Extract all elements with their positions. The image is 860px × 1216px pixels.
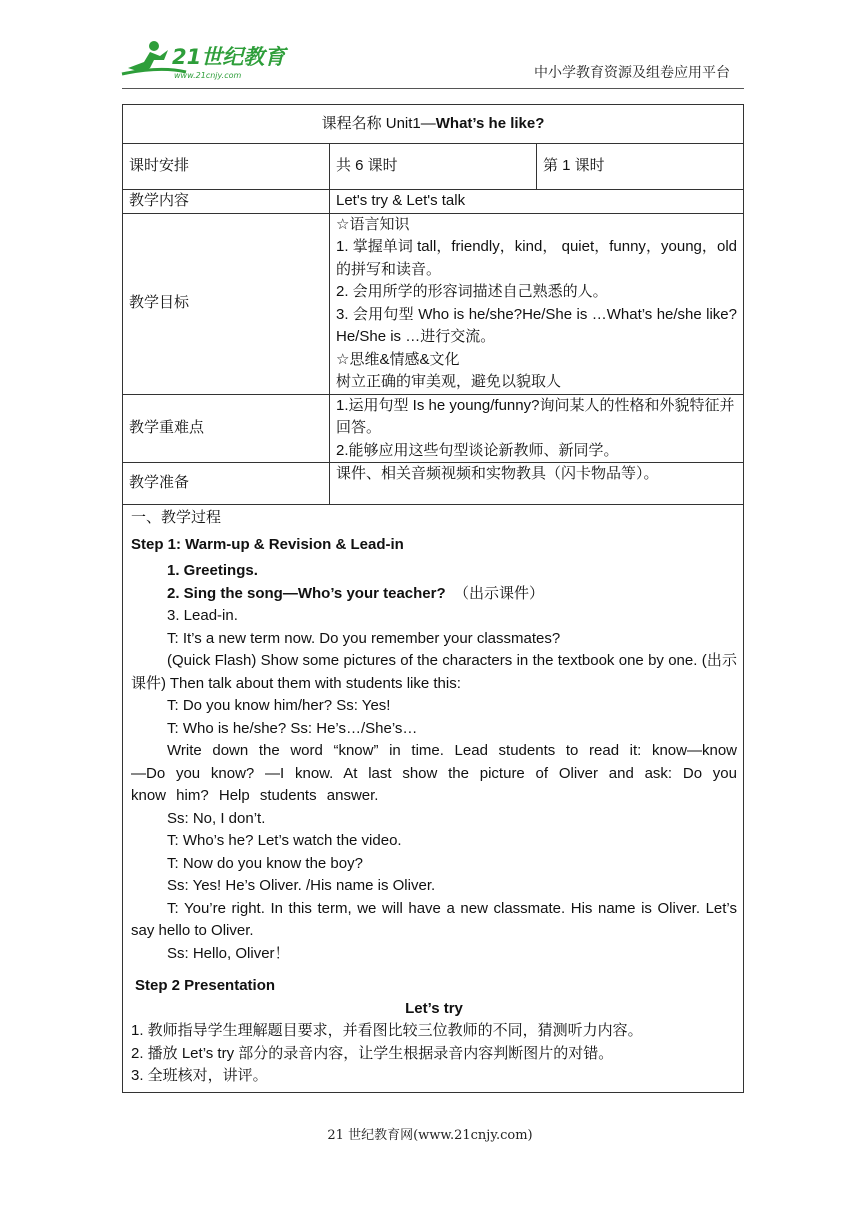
step2-subtitle: Let’s try bbox=[405, 999, 463, 1017]
objective-line: 3. 会用句型 Who is he/she?He/She is …What’s he/she like? He/She is …进行交流。 bbox=[336, 305, 737, 345]
objective-line: ☆思维&情感&文化 bbox=[336, 350, 460, 368]
table-row bbox=[123, 190, 744, 214]
table-row bbox=[123, 463, 744, 505]
platform-name: 中小学教育资源及组卷应用平台 bbox=[534, 65, 730, 81]
step1-title: Step 1: Warm-up & Revision & Lead-in bbox=[131, 535, 404, 553]
objective-line: 2. 会用所学的形容词描述自己熟悉的人。 bbox=[336, 283, 608, 300]
lesson-plan-table bbox=[122, 104, 744, 1093]
list-item: 1. 教师指导学生理解题目要求，并看图比较三位教师的不同，猜测听力内容。 bbox=[131, 1022, 643, 1039]
objective-line: 树立正确的审美观，避免以貌取人 bbox=[336, 373, 562, 390]
step1-greetings: 1. Greetings. bbox=[167, 562, 258, 579]
instruction-paragraph: (Quick Flash) Show some pictures of the characters in the textbook one by one. (出示课件) Then talk about them with students like this: bbox=[131, 652, 737, 692]
teaching-objectives bbox=[330, 213, 744, 394]
list-item: 3. 全班核对，讲评。 bbox=[131, 1067, 268, 1084]
site-logo[interactable] bbox=[120, 38, 290, 82]
list-item: 2. 播放 Let’s try 部分的录音内容，让学生根据录音内容判断图片的对错。 bbox=[131, 1044, 614, 1062]
song-note: （出示课件） bbox=[454, 584, 545, 602]
table-row bbox=[123, 394, 744, 463]
course-title-prefix: 课程名称 Unit1— bbox=[321, 114, 436, 132]
dialogue-line: T: You’re right. In this term, we will have a new classmate. His name is Oliver. Let’s say hello to Oliver. bbox=[131, 899, 737, 939]
row-label: 教学内容 bbox=[123, 190, 330, 214]
total-lessons: 共 6 课时 bbox=[330, 144, 537, 190]
runner-logo-icon bbox=[120, 38, 290, 82]
row-label: 教学重难点 bbox=[123, 394, 330, 463]
dialogue-line: Ss: No, I don’t. bbox=[167, 809, 266, 827]
dialogue-line: T: Who is he/she? Ss: He’s…/She’s… bbox=[167, 719, 418, 737]
dialogue-line: Ss: Yes! He’s Oliver. /His name is Oliver. bbox=[167, 877, 436, 894]
step2-title: Step 2 Presentation bbox=[135, 977, 276, 994]
step1-song bbox=[131, 583, 737, 606]
table-row bbox=[123, 505, 744, 1093]
dialogue-line: Ss: Hello, Oliver！ bbox=[167, 944, 290, 962]
row-label: 教学准备 bbox=[123, 463, 330, 505]
objective-line: 1. 掌握单词 tall，friendly，kind， quiet，funny，young，old的拼写和读音。 bbox=[336, 238, 737, 278]
table-row bbox=[123, 144, 744, 190]
page-footer: 21 世纪教育网(www.21cnjy.com) bbox=[327, 1128, 533, 1143]
difficulty-line: 1.运用句型 Is he young/funny?询问某人的性格和外貌特征并回答。 bbox=[336, 396, 735, 436]
step1-leadin: 3. Lead-in. bbox=[167, 607, 238, 624]
difficulty-line: 2.能够应用这些句型谈论新教师、新同学。 bbox=[336, 441, 619, 459]
dialogue-line: T: Now do you know the boy? bbox=[167, 854, 363, 872]
row-label: 教学目标 bbox=[123, 213, 330, 394]
teaching-process bbox=[123, 505, 744, 1093]
course-title-unit: What’s he like? bbox=[435, 114, 545, 132]
dialogue-line: T: Who’s he? Let’s watch the video. bbox=[167, 832, 402, 849]
dialogue-line: T: It’s a new term now. Do you remember your classmates? bbox=[167, 629, 561, 647]
objective-line: ☆语言知识 bbox=[336, 215, 410, 233]
instruction-paragraph: Write down the word “know” in time. Lead students to read it: know—know—Do you know? —I know. At last show the picture of Oliver and ask: Do you know him? Help students answer. bbox=[131, 742, 737, 804]
header-divider bbox=[122, 88, 744, 89]
process-heading: 一、教学过程 bbox=[131, 509, 222, 526]
logo-text: 21世纪教育 bbox=[172, 45, 286, 69]
table-title-row bbox=[123, 105, 744, 144]
row-label: 课时安排 bbox=[123, 144, 330, 190]
song-title: 2. Sing the song—Who’s your teacher? bbox=[167, 584, 446, 602]
course-title bbox=[123, 105, 744, 144]
teaching-preparation: 课件、相关音频视频和实物教具（闪卡物品等）。 bbox=[330, 463, 744, 505]
table-row bbox=[123, 213, 744, 394]
current-lesson: 第 1 课时 bbox=[537, 144, 744, 190]
key-difficulties bbox=[330, 394, 744, 463]
dialogue-line: T: Do you know him/her? Ss: Yes! bbox=[167, 697, 391, 714]
teaching-content: Let's try & Let's talk bbox=[330, 190, 744, 214]
page-header bbox=[0, 0, 860, 96]
logo-url-text: www.21cnjy.com bbox=[174, 71, 242, 80]
